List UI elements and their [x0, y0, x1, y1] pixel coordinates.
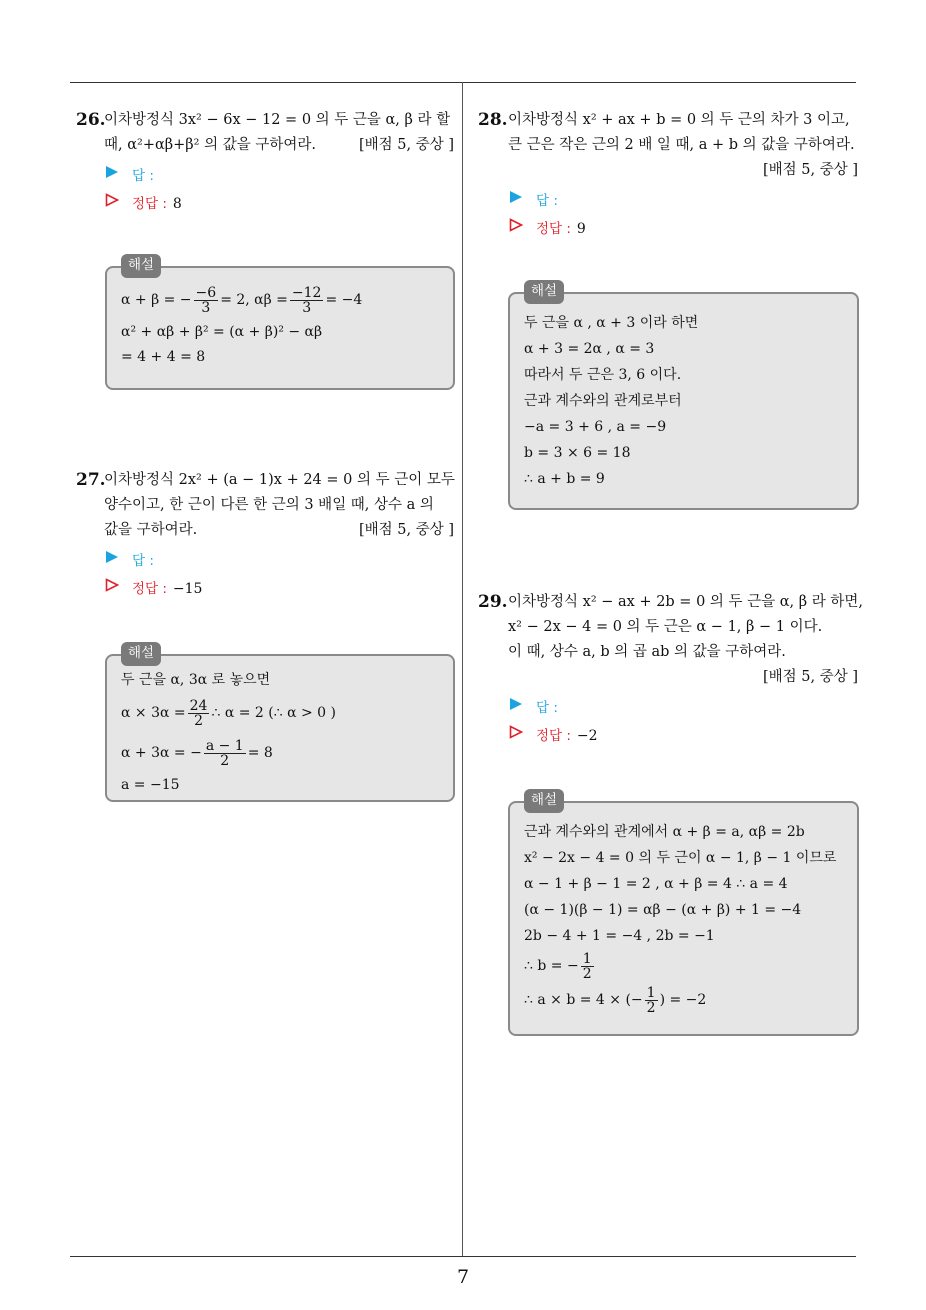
solution-line: ∴ a + b = 9: [524, 471, 605, 487]
red-outline-triangle-icon: [508, 217, 524, 242]
solution-box-27: [105, 645, 455, 802]
solution-line: α² + αβ + β² = (α + β)² − αβ: [121, 324, 323, 340]
blue-filled-triangle-icon: [508, 189, 524, 214]
correct-label: 정답 :: [132, 196, 167, 212]
page-number: 7: [456, 1266, 470, 1288]
problem-text-line: x² − 2x − 4 = 0 의 두 근은 α − 1, β − 1 이다.: [508, 619, 823, 635]
answer-label: 답 :: [132, 553, 154, 569]
problem-27: [76, 468, 454, 605]
solution-line: 근과 계수와의 관계에서 α + β = a, αβ = 2b: [524, 824, 805, 840]
solution-tab: 해설: [524, 789, 564, 813]
solution-line: α + 3α = − $\frac{a - 1}{2}$ = 8: [121, 737, 273, 769]
solution-line: α + 3 = 2α , α = 3: [524, 341, 655, 357]
correct-value: 8: [172, 196, 182, 212]
problem-text-line: 때, α²+αβ+β² 의 값을 구하여라.: [104, 137, 316, 153]
blue-filled-triangle-icon: [104, 549, 120, 574]
solution-box-28: [508, 283, 859, 510]
correct-label: 정답 :: [536, 221, 571, 237]
solution-box-29: [508, 792, 859, 1036]
solution-line: b = 3 × 6 = 18: [524, 445, 631, 461]
solution-line: 두 근을 α , α + 3 이라 하면: [524, 315, 699, 331]
solution-tab: 해설: [121, 254, 161, 278]
score-meta: [배점 5, 중상 ]: [358, 522, 454, 538]
problem-text-line: 큰 근은 작은 근의 2 배 일 때, a + b 의 값을 구하여라.: [508, 137, 855, 153]
answer-row: [508, 189, 858, 217]
solution-line: ∴ a × b = 4 × (− $\frac{1}{2}$ ) = −2: [524, 984, 707, 1016]
correct-value: 9: [576, 221, 586, 237]
red-outline-triangle-icon: [104, 577, 120, 602]
answer-row: [104, 549, 454, 577]
correct-answer-row: [104, 192, 454, 220]
problem-text-line: 양수이고, 한 근이 다른 한 근의 3 배일 때, 상수 a 의: [104, 497, 434, 513]
fraction: $\frac{a - 1}{2}$: [205, 737, 244, 769]
solution-line: 2b − 4 + 1 = −4 , 2b = −1: [524, 928, 715, 944]
fraction: $\frac{24}{2}$: [189, 697, 208, 729]
problem-number: 27.: [76, 470, 106, 490]
red-outline-triangle-icon: [508, 724, 524, 749]
solution-line: 따라서 두 근은 3, 6 이다.: [524, 367, 682, 383]
correct-answer-row: [508, 217, 858, 245]
score-meta: [배점 5, 중상 ]: [762, 162, 858, 178]
blue-filled-triangle-icon: [508, 696, 524, 721]
score-meta: [배점 5, 중상 ]: [358, 137, 454, 153]
problem-number: 26.: [76, 110, 106, 130]
footer-rule: [70, 1256, 856, 1257]
solution-line: ∴ b = − $\frac{1}{2}$: [524, 950, 592, 982]
problem-number: 28.: [478, 110, 508, 130]
solution-box-26: [105, 257, 455, 390]
correct-label: 정답 :: [536, 728, 571, 744]
problem-text-line: 이차방정식 3x² − 6x − 12 = 0 의 두 근을 α, β 라 할: [104, 112, 451, 128]
solution-line: 두 근을 α, 3α 로 놓으면: [121, 672, 271, 688]
problem-text-line: 이차방정식 2x² + (a − 1)x + 24 = 0 의 두 근이 모두: [104, 472, 455, 488]
solution-line: α + β = − $\frac{-6}{3}$ = 2, αβ = $\frac{-12}{3}$ = −4: [121, 284, 363, 316]
column-divider: [462, 82, 463, 1256]
fraction: $\frac{1}{2}$: [582, 950, 592, 982]
problem-28: [478, 108, 858, 245]
answer-row: [104, 164, 454, 192]
solution-line: α × 3α = $\frac{24}{2}$ ∴ α = 2 (∴ α > 0 ): [121, 697, 336, 729]
solution-line: −a = 3 + 6 , a = −9: [524, 419, 667, 435]
problem-text-line: 이차방정식 x² + ax + b = 0 의 두 근의 차가 3 이고,: [508, 112, 850, 128]
solution-line: (α − 1)(β − 1) = αβ − (α + β) + 1 = −4: [524, 902, 802, 918]
red-outline-triangle-icon: [104, 192, 120, 217]
correct-value: −15: [172, 581, 203, 597]
fraction: $\frac{-6}{3}$: [195, 284, 217, 316]
correct-answer-row: [104, 577, 454, 605]
answer-label: 답 :: [132, 168, 154, 184]
answer-row: [508, 696, 858, 724]
problem-number: 29.: [478, 592, 508, 612]
problem-29: [478, 590, 863, 752]
header-rule: [70, 82, 856, 83]
correct-answer-row: [508, 724, 858, 752]
solution-tab: 해설: [524, 280, 564, 304]
fraction: $\frac{-12}{3}$: [291, 284, 322, 316]
fraction: $\frac{1}{2}$: [646, 984, 656, 1016]
answer-label: 답 :: [536, 193, 558, 209]
problem-text-line: 이 때, 상수 a, b 의 곱 ab 의 값을 구하여라.: [508, 644, 786, 660]
problem-text-line: 이차방정식 x² − ax + 2b = 0 의 두 근을 α, β 라 하면,: [508, 594, 863, 610]
solution-line: α − 1 + β − 1 = 2 , α + β = 4 ∴ a = 4: [524, 876, 788, 892]
solution-line: = 4 + 4 = 8: [121, 349, 206, 365]
blue-filled-triangle-icon: [104, 164, 120, 189]
solution-line: 근과 계수와의 관계로부터: [524, 393, 682, 409]
problem-26: [76, 108, 454, 220]
problem-text-line: 값을 구하여라.: [104, 522, 198, 538]
solution-line: x² − 2x − 4 = 0 의 두 근이 α − 1, β − 1 이므로: [524, 850, 837, 866]
correct-value: −2: [576, 728, 598, 744]
solution-line: a = −15: [121, 777, 180, 793]
answer-label: 답 :: [536, 700, 558, 716]
correct-label: 정답 :: [132, 581, 167, 597]
score-meta: [배점 5, 중상 ]: [762, 669, 858, 685]
solution-tab: 해설: [121, 642, 161, 666]
